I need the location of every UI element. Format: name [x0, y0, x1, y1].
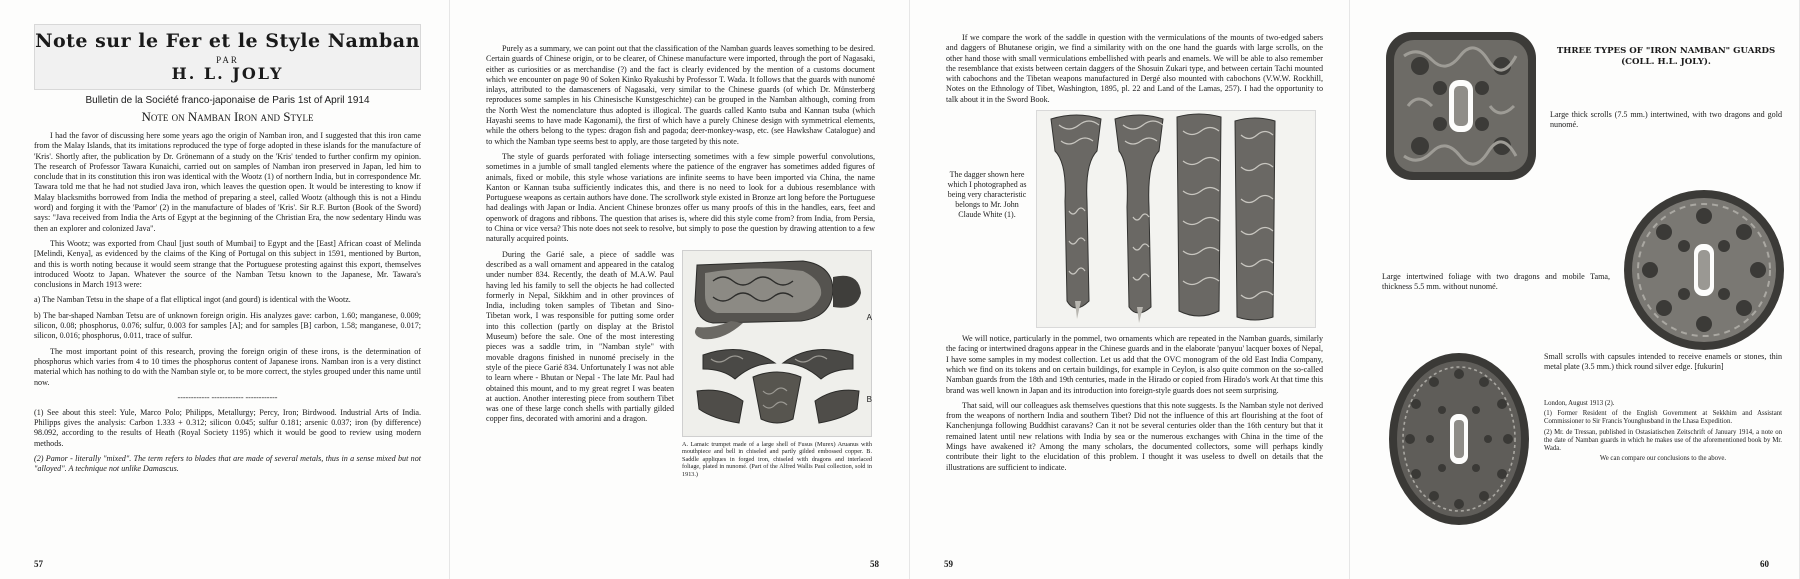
- page-number: 57: [34, 559, 43, 569]
- dagger-figure: [946, 110, 1323, 328]
- paragraph: That said, will our colleagues ask themselves questions that this note suggests. Is the Namban style not derived from the weapons of northern India and southern Tibet? Did not the influence of this art flourishing at the foot of Kanchenjunga following Buddhist caravans? Can it not be several centuries older than the 16th century but that it remained latent until new relations with India by sea or the numerous exchanges with China in the time of the Mings have awakened it? Among the many scholars, the documented collectors, some will perhaps kindly contribute their light to the elucidation of this problem. I thought it was useless to dwell on details that the illustrations are sufficient to indicate.: [946, 400, 1323, 472]
- page-number: 58: [870, 559, 879, 569]
- french-title: Note sur le Fer et le Style Namban: [35, 30, 420, 52]
- saddle-and-trumpet-illustration: [683, 251, 871, 434]
- page-number: 59: [944, 559, 953, 569]
- paragraph: We will notice, particularly in the pommel, two ornaments which are repeated in the Namban guards, similarly the facing or intertwined dragons appear in the Chinese guards and in the elaborate 'panyuu' lacquer boxes of Nepal, I have some samples in my modest collection. Let us add that the OVC monogram of the old East India Company, which we find on its tokens and on certain buildings, for example in Ceylon, is also quite common on the so-called Namban guards from the 18th and 19th centuries, made in the Hirado or copied from Hirado's work At that time this brand was well known in Japan and its introduction into foreign-style guards does not seem surprising.: [946, 334, 1323, 395]
- paragraph: This Wootz; was exported from Chaul [just south of Mumbai] to Egypt and the [East] African coast of Melinda [Melindi, Kenya], as evidenced by the claims of the King of Portugal on this subject in 1591, mentioned by Burton, and this is worth noting because it would seem strange that the Portuguese protesting against this export, themselves introduced Wootz to Japan. Whatever the source of the Namban Tetsu known to the Japanese, Mr. Tawara's conclusions in March 1913 were:: [34, 238, 421, 290]
- figure-saddle: [682, 250, 872, 479]
- figure-caption: A. Lamaic trumpet made of a large shell of Fusus (Murex) Aruanus with mouthpiece and bell in chiseled and partly gilded embossed copper. B. Saddle appliques in forged iron, chiseled with dragons and interlaced foliage, plated in nunomé. (Part of the Alfred Wallis Paul collection, sold in 1913.): [682, 440, 872, 479]
- paragraph: If we compare the work of the saddle in question with the vermiculations of the mounts of two-edged sabers and daggers of Bhutanese origin, we find a similarity with on the one hand the guards with large scrolls, on the other hand those with small vermiculations embellished with pearls and enamels. We will be able to also remember the resemblance that exists between certain daggers of the Shosuin Zukari type, and between certain Tachi mounted with cabochons and the Tibetan weapons manufactured in Dergé also mounted with cabochons (V.W.W. Rockhill, Notes on the Ethnology of Tibet, Washington, 1895, pl. 22 and Land of the Lamas, 257). I had the opportunity to talk about it in the Sword Book.: [946, 33, 1323, 104]
- guard-caption-3: Small scrolls with capsules intended to receive enamels or stones, thin metal plate (3.5 mm.) thick round silver edge. [fukurin]: [1544, 352, 1782, 372]
- paragraph: a) The Namban Tetsu in the shape of a flat elliptical ingot (and gourd) is identical with the Wootz.: [34, 295, 351, 305]
- page-57: [0, 0, 450, 579]
- tsuba-guard-3: [1384, 344, 1534, 534]
- paragraph: During the Garié sale, a piece of saddle was described as a wall ornament and appeared in the catalog under number 834. Recently, the death of M.A.W. Paul having led his family to sell the objects he had collected formerly in Nepal, Sikkhim and in other provinces of India, including token samples of Tibetan and Sino-Tibetan work, I was responsible for putting some order into this collection (partly on display at the Bristol Museum) before the sale. One of the most interesting pieces was a saddle trim, in "Namban style" with movable dragons finished in nunomé precisely in the style of the piece Garié 834. Unfortunately I was not able to learn where - Bhutan or Nepal - The late Mr. Paul had obtained this mount, and to my great regret I was beaten at auction. Another interesting piece from southern Tibet was one of these large conch shells with partially gilded copper fins, decorated with amorini and a dragon.: [486, 249, 674, 424]
- footnote: (2) Pamor - literally "mixed". The term refers to blades that are made of several metals, thus in a sense mixed but not "alloyed". A technique not unlike Damascus.: [34, 454, 421, 474]
- round-foliage-tsuba-image: [1620, 186, 1788, 354]
- bulletin-line: Bulletin de la Société franco-japonaise de Paris 1st of April 1914: [85, 95, 370, 106]
- text-column: [486, 250, 674, 479]
- paragraph: b) The bar-shaped Namban Tetsu are of unknown foreign origin. His analyzes gave: carbon, 1.60; manganese, 0.009; silicon, 0.08; phosphorus, 0.076; sulfur, 0.003 for samples [A]; and for samples [B] carbon, 1.58; manganese, 0.017; silicon, 0.016; phosphorus, 0.011, trace of sulfur.: [34, 310, 421, 341]
- plate-heading: THREE TYPES OF "IRON NAMBAN" GUARDS (COLL. H.L. JOLY).: [1556, 46, 1776, 67]
- dagger-caption: The dagger shown here which I photographed as being very characteristic belongs to Mr. John Claude White (1).: [947, 170, 1027, 220]
- figure-label-b: B: [866, 394, 872, 404]
- guard-caption-1: Large thick scrolls (7.5 mm.) intertwined, with two dragons and gold nunomé.: [1550, 110, 1782, 130]
- footnote: (2) Mr. de Tressan, published in Ostasiatischen Zeitschrift of January 1914, a note on the date of Namban guards in which he makes use of the aforementioned book by Mr. Wada.: [1544, 428, 1782, 453]
- paragraph: The most important point of this research, proving the foreign origin of these irons, is the determination of phosphorus which varies from 4 to 10 times the phosphorus content of Japanese irons. Namban iron is a very distinct material which has nothing to do with the Namban style or, to be more correct, the styles grouped under this name until now.: [34, 346, 421, 387]
- page-59-body: [946, 33, 1323, 105]
- english-title: Note on Namban Iron and Style: [141, 109, 314, 124]
- page-number: 60: [1760, 559, 1769, 569]
- page-59-body-lower: [946, 334, 1323, 473]
- separator: ------------ ------------ ------------: [177, 392, 278, 402]
- figure-image: [682, 250, 872, 437]
- page-57-body: [34, 131, 421, 475]
- dagger-photo: [1036, 110, 1316, 328]
- guard-caption-2: Large intertwined foliage with two dragons and mobile Tama, thickness 5.5 mm. without nunomé.: [1382, 272, 1610, 292]
- page-60: [1350, 0, 1800, 579]
- page-60-notes: [1544, 400, 1782, 465]
- page-58-lower: [486, 250, 875, 479]
- paragraph: The style of guards perforated with foliage intersecting sometimes with a few simple powerful convolutions, sometimes in a jumble of small tangled elements where the patience of the engraver has sometimes added figures of animals, fixed or mobile, this style whose variations are infinite seems to have been imported via China, the name Kanton or Kannan tsuba sufficiently indicates this, and there is no need to look for a dubious resemblance with Portuguese weapons as certain authors have done. The scrollwork style existed in Bronze art long before the Portuguese had dealings with Japan or India. Ancient Chinese bronzes offer us many proofs of this in the handles, ears, feet and openwork of dragons and ribbons. The question that arises is, where did this style come from? from India, from Persia, to China or vice versa? This note does not seek to resolve, but simply to pose the question by drawing attention to a few naturally acquired points.: [486, 151, 875, 244]
- square-scroll-tsuba-image: [1380, 26, 1542, 186]
- figure-label-a: A: [866, 312, 872, 322]
- dagger-mounts-photo: [1037, 111, 1313, 325]
- small-scroll-tsuba-image: [1384, 344, 1534, 534]
- title-plate: [34, 24, 421, 90]
- title-par: PAR: [216, 55, 239, 65]
- note-dateline: London, August 1913 (2).: [1544, 400, 1615, 407]
- paragraph: Purely as a summary, we can point out that the classification of the Namban guards leaves something to be desired. Certain guards of Chinese origin, or to be clearer, of Chinese manufacture were imported, through the port of Nagasaki, either as curiosities or as merchandise (?) and the fact is clearly evidenced by the mention of a customs document which we encounter on page 90 of Soken Kinko Ryakushi by Professor T. Wada. It follows that the guards with nunomé inlays, attributed to the damasceners of Nagasaki, very similar to the Chinese guards (of which Dr. Münsterberg reproduces some samples in his Chinesische Kunstgeschichte) can be grouped in the Namban although, coming from the North West the nomenclature thus adopted is illogical. The guards called Kanto tsuba and Kannan tsuba (which Hayashi seems to have made Kagonami), the first of which have a purely Chinese design with symmetrical elements, while the others belong to the types: dragon fish and pagoda; deer-monkey-wasp, etc. (see Hawkshaw Catalogue) and to which the Namban type seems best to apply, are those targeted by this note.: [486, 44, 875, 146]
- page-59: [910, 0, 1350, 579]
- author-name: H. L. JOLY: [171, 64, 284, 83]
- page-58: [450, 0, 910, 579]
- tsuba-guard-2: [1620, 186, 1788, 354]
- tsuba-guard-1: [1380, 26, 1542, 186]
- footnote: (1) Former Resident of the English Government at Sekkhim and Assistant Commissioner to Sir Francis Younghusband in the Lhasa Expedition.: [1544, 410, 1782, 426]
- page-58-body: [486, 44, 875, 245]
- closing-note: We can compare our conclusions to the above.: [1599, 455, 1727, 463]
- paragraph: I had the favor of discussing here some years ago the origin of Namban iron, and I suggested that this iron came from the Malay Islands, that its imitations reproduced the type of forge adopted in these islands for the manufacture of 'Kris'. Shortly after, the publication by Dr. Grönemann of a study on the 'Kris' tended to further confirm my opinion. The research of Professor Tawara Kunaichi, carried out on samples of Namban iron preserved in Japan, led him to conclude that in its constitution this iron was identical with the Wootz (1) of northern India, but in correspondence Mr. Tawara told me that he had not studied Java iron, which leaves the question open. It would be interesting to know if Malay blacksmiths borrowed from India the method of preparing a steel, called Wootz (although this is not a Hindu word) and forging it with the 'Pamor' (2) in the manufacture of blades of 'Kris'. Sir R.F. Burton (Book of the Sword) says: "Java received from India the Arts of Egypt at the beginning of the Christian Era, the now sedentary Hindu was then an explorer and colonized Java".: [34, 131, 421, 233]
- footnote: (1) See about this steel: Yule, Marco Polo; Philipps, Metallurgy; Percy, Iron; Birdwood. Industrial Arts of India. Philipps gives the analysis: Carbon 1.333 + 0.312; silicon 0.045; sulfur 0.181; arsenic 0.037; iron (by difference) 98.092, according to the results of Heath (Royal Society 1195) which it would be good to review using modern methods.: [34, 407, 421, 448]
